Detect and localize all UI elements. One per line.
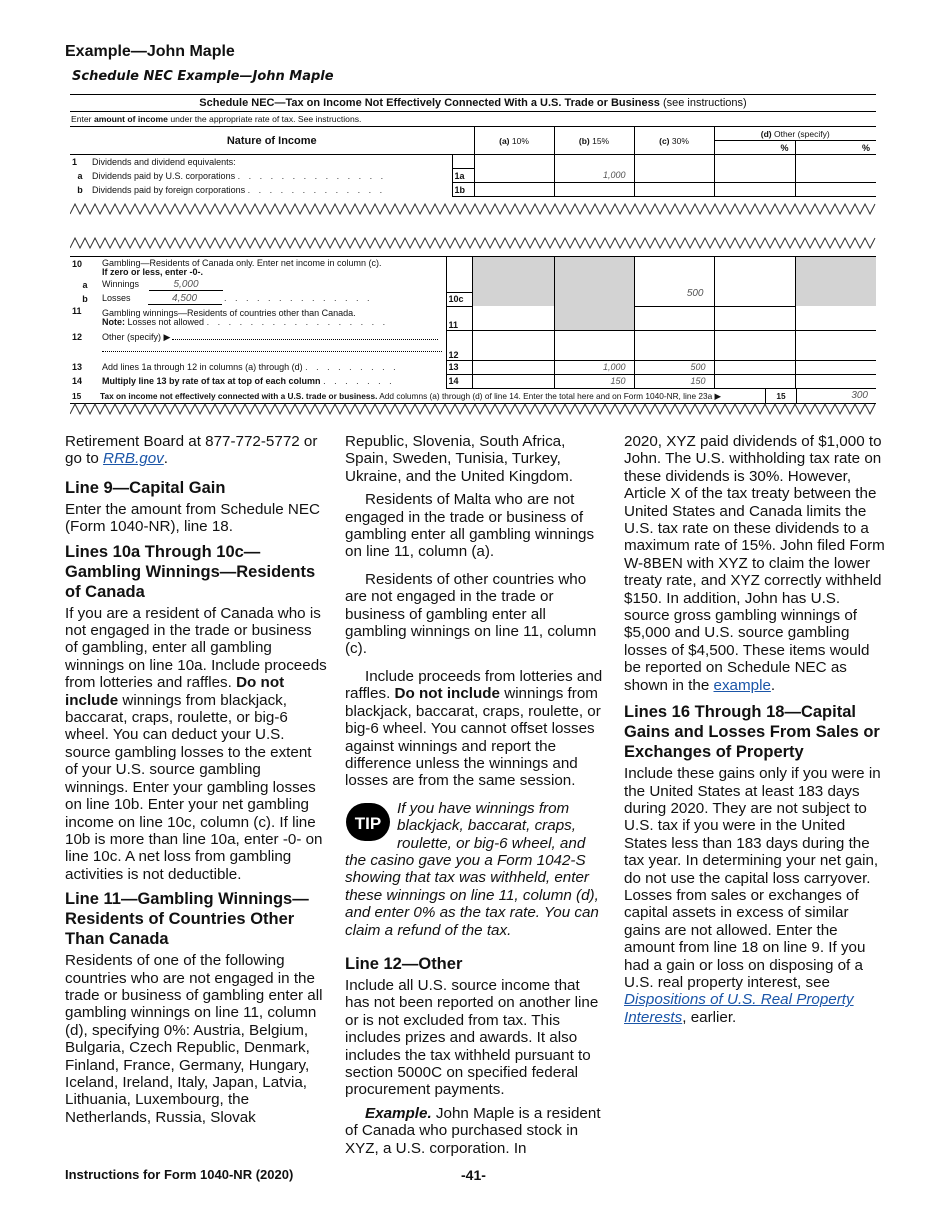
torn-edge-bottom bbox=[70, 402, 876, 416]
header-col-a bbox=[474, 127, 554, 155]
row-11-label: Gambling winnings—Residents of countries other than Canada. Note: Losses not allowed . . . . . . . . . . . . . . . . . bbox=[102, 308, 389, 327]
heading-line-11: Line 11—Gambling Winnings—Residents of Countries Other Than Canada bbox=[65, 890, 309, 949]
row-13-col-c: 500 bbox=[634, 360, 714, 374]
row-12-label-text: Other (specify) ▶ bbox=[102, 332, 171, 342]
row-1a-label-text: Dividends paid by U.S. corporations bbox=[92, 170, 236, 181]
tip-text: If you have winnings from blackjack, baccarat, craps, roulette, or big-6 wheel, and the casino gave you a Form 1042-S showing that tax was withheld, enter these winnings on line 11, column (d), and enter 0% as the tax rate. You can claim a refund of the tax. bbox=[345, 799, 599, 939]
header-col-d bbox=[714, 127, 876, 141]
col2-para-include: Include proceeds from lotteries and raffles. Do not include winnings from blackjack, baccarat, craps, roulette, or big-6 wheel. You cannot offset losses against winnings and report the difference unless the winnings and losses are from the same session. bbox=[345, 667, 603, 790]
row-14-label-text: Multiply line 13 by rate of tax at top of each column bbox=[102, 376, 321, 386]
row-12-num: 12 bbox=[72, 332, 83, 342]
row-11-num: 11 bbox=[72, 306, 82, 316]
row-11-note: Losses not allowed bbox=[125, 317, 205, 327]
col1-para-line10: If you are a resident of Canada who is not engaged in the trade or business of gambling, enter all gambling winnings on line 10a. Include proceeds from lotteries and raffles. Do not include winnings from blackjack, baccarat, craps, roulette, or big-6 wheel. You can deduct your U.S. source gambling losses to the extent of your U.S. source gambling winnings. Enter your gambling losses on line 10b. Enter your net gambling income on line 10c, column (c). If line 10b is more than line 10a, enter -0- on line 10c. A net loss from gambling activities is not deductible. bbox=[65, 604, 327, 883]
row-13-col-b: 1,000 bbox=[554, 360, 634, 374]
row-11-label-text: Gambling winnings—Residents of countries other than Canada. bbox=[102, 308, 356, 318]
example-subtitle: Schedule NEC Example—John Maple bbox=[72, 69, 334, 84]
header-col-b bbox=[554, 127, 634, 155]
row-11-note-bold: Note: bbox=[102, 317, 125, 327]
row-10-label-text: Gambling—Residents of Canada only. Enter net income in column (c). bbox=[102, 258, 382, 268]
text-column-2 bbox=[345, 433, 607, 1157]
col-c-bold: (c) bbox=[659, 135, 670, 146]
col3-para-2: Include these gains only if you were in the United States at least 183 days during 2020. They are not subject to U.S. tax if you were in the United States less than 183 days during the tax year. In determining your net gain, do not use the capital loss carryover. Losses from sales or exchanges of capital assets in excess of similar gains are not allowed. Enter the amount from line 18 on line 9. If you had a gain or loss on disposing of a U.S. real property interest, see Dispositions of U.S. Real Property Interests, earlier. bbox=[624, 765, 881, 1026]
row-14-col-b: 150 bbox=[554, 374, 634, 388]
col2-para-1: Republic, Slovenia, South Africa, Spain, Sweden, Tunisia, Turkey, Ukraine, and the United Kingdom. bbox=[345, 433, 573, 485]
row-13-label: Add lines 1a through 12 in columns (a) through (d) . . . . . . . . . bbox=[102, 362, 399, 372]
torn-edge-middle bbox=[70, 236, 876, 250]
enter-note-pre: Enter bbox=[71, 114, 94, 124]
tip-block bbox=[345, 800, 607, 939]
text-column-1 bbox=[65, 433, 327, 1126]
col1-para-rrb bbox=[65, 433, 327, 468]
col-c-rate: 30% bbox=[669, 135, 689, 146]
row-10-label bbox=[100, 257, 446, 279]
col-a-rate: 10% bbox=[509, 135, 529, 146]
row-1a-col-b: 1,000 bbox=[554, 169, 634, 183]
row-15-box: 15 bbox=[765, 389, 797, 403]
heading-line-12: Line 12—Other bbox=[345, 954, 463, 973]
col-b-rate: 15% bbox=[589, 135, 610, 146]
row-13-num: 13 bbox=[72, 362, 83, 372]
col3-para-1: 2020, XYZ paid dividends of $1,000 to John. The U.S. withholding tax rate on these dividends is 30%. However, Article X of the tax treaty between the United States and Canada limits the U.S. tax rate on these dividends to a maximum rate of 15%. John filed Form W-8BEN with XYZ to claim the lower treaty rate, and XYZ correctly withheld $150. In addition, John has U.S. source gross gambling winnings of $5,000 and U.S. source gambling losses of $4,500. These items would be reported on Schedule NEC as shown in the example. bbox=[624, 433, 885, 694]
row-1-label: Dividends and dividend equivalents: bbox=[92, 156, 236, 167]
row-10a-label-text: Winnings bbox=[102, 279, 140, 290]
col2-para-other: Residents of other countries who are not engaged in the trade or business of gambling enter all gambling winnings on line 11, column (c). bbox=[345, 570, 597, 658]
row-10c-col-c: 500 bbox=[686, 287, 704, 299]
row-10-label-bold: If zero or less, enter -0-. bbox=[102, 267, 204, 277]
row-12-box: 12 bbox=[446, 330, 472, 360]
row-11-box: 11 bbox=[446, 306, 472, 330]
footer-form-name: Instructions for Form 1040-NR (2020) bbox=[65, 1167, 294, 1182]
row-15-label-bold: Tax on income not effectively connected with a U.S. trade or business. bbox=[100, 390, 378, 401]
row-15-label-text: Add columns (a) through (d) of line 14. Enter the total here and on Form 1040-NR, line 23a ▶ bbox=[377, 390, 721, 401]
row-10b-label-text: Losses bbox=[102, 293, 131, 303]
form-title bbox=[70, 95, 876, 112]
enter-note bbox=[70, 112, 876, 127]
header-nature: Nature of Income bbox=[70, 127, 474, 155]
tip-icon bbox=[345, 802, 391, 842]
row-14-label: Multiply line 13 by rate of tax at top of each column . . . . . . . bbox=[102, 376, 395, 386]
row-1a-box: 1a bbox=[452, 169, 474, 183]
schedule-nec-form bbox=[70, 94, 876, 197]
col-d-pct-1: % bbox=[714, 141, 795, 155]
col1-para-line9: Enter the amount from Schedule NEC (Form 1040-NR), line 18. bbox=[65, 500, 320, 536]
row-12-label bbox=[100, 330, 446, 360]
form-title-note: (see instructions) bbox=[662, 97, 747, 109]
schedule-nec-form-bottom bbox=[70, 256, 876, 404]
heading-line-9: Line 9—Capital Gain bbox=[65, 478, 226, 497]
example-link[interactable]: example bbox=[713, 676, 771, 694]
text-column-3 bbox=[624, 433, 886, 1026]
row-10a-winnings-value: 5,000 bbox=[149, 279, 223, 291]
form-title-text: Schedule NEC—Tax on Income Not Effectively Connected With a U.S. Trade or Business bbox=[199, 97, 660, 109]
row-1b-box: 1b bbox=[452, 183, 474, 197]
row-10c-col-c-cell bbox=[634, 257, 714, 307]
nec-table-top bbox=[70, 127, 876, 197]
row-1-num: 1 bbox=[72, 156, 78, 167]
col2-para-line12: Include all U.S. source income that has not been reported on another line or is not excluded from tax. This includes prizes and awards. It also includes the tax withheld pursuant to section 5000C on specified federal procurement payments. bbox=[345, 976, 599, 1099]
row-15-value: 300 bbox=[851, 390, 868, 401]
row-10-num: 10 bbox=[72, 259, 83, 269]
row-14-num: 14 bbox=[72, 376, 83, 386]
col1-p1-post: . bbox=[163, 450, 169, 468]
enter-note-post: under the appropriate rate of tax. See instructions. bbox=[167, 114, 362, 124]
col-d-pct-2: % bbox=[795, 141, 876, 155]
row-10c-box: 10c bbox=[446, 292, 472, 306]
row-1b-label: Dividends paid by foreign corporations . . . . . . . . . . . . . bbox=[92, 184, 386, 195]
tip-icon-label: TIP bbox=[354, 813, 382, 833]
row-1a-num: a bbox=[77, 170, 83, 181]
heading-lines-10: Lines 10a Through 10c—Gambling Winnings—Residents of Canada bbox=[65, 542, 316, 601]
page-number: -41- bbox=[461, 1167, 486, 1183]
row-10a-label bbox=[100, 279, 446, 293]
row-13-label-text: Add lines 1a through 12 in columns (a) through (d) bbox=[102, 362, 303, 372]
dispositions-link[interactable]: Dispositions of U.S. Real Property Interests bbox=[624, 991, 854, 1026]
row-14-col-c: 150 bbox=[634, 374, 714, 388]
rrb-link[interactable]: RRB.gov bbox=[103, 450, 164, 468]
col-d-label: Other (specify) bbox=[771, 128, 830, 139]
row-14-box: 14 bbox=[446, 374, 472, 388]
header-col-c bbox=[634, 127, 714, 155]
col-b-bold: (b) bbox=[578, 135, 590, 146]
nec-table-bottom bbox=[70, 256, 876, 389]
row-10b-losses-value: 4,500 bbox=[148, 293, 222, 305]
heading-lines-16: Lines 16 Through 18—Capital Gains and Losses From Sales or Exchanges of Property bbox=[624, 703, 880, 762]
row-15-label bbox=[100, 391, 765, 401]
row-10a-num: a bbox=[82, 280, 88, 291]
row-15-num: 15 bbox=[72, 390, 82, 401]
row-1b-num: b bbox=[77, 184, 83, 195]
row-10b-num: b bbox=[82, 294, 88, 304]
row-1a-label: Dividends paid by U.S. corporations . . . . . . . . . . . . . . bbox=[92, 170, 387, 181]
row-1b-label-text: Dividends paid by foreign corporations bbox=[92, 184, 246, 195]
col-d-bold: (d) bbox=[760, 128, 772, 139]
row-10b-label: Losses 4,500 . . . . . . . . . . . . . . bbox=[102, 293, 373, 304]
col2-para-example: Example. John Maple is a resident of Canada who purchased stock in XYZ, a U.S. corporation. In bbox=[345, 1104, 601, 1157]
enter-note-bold: amount of income bbox=[93, 114, 168, 124]
col1-p1-text: Retirement Board at 877-772-5772 or go to bbox=[65, 433, 318, 468]
row-13-box: 13 bbox=[446, 360, 472, 374]
col-a-bold: (a) bbox=[499, 135, 510, 146]
example-title: Example—John Maple bbox=[65, 43, 235, 60]
col1-para-line11: Residents of one of the following countries who are not engaged in the trade or business of gambling enter all gambling winnings on line 11, column (d), specifying 0%: Austria, Belgium, Bulgaria, Czech Republic, Denmark, Finland, France, Germany, Hungary, Iceland, Ireland, Italy, Japan, Latvia, Lithuania, Luxembourg, the Netherlands, Russia, Slovak bbox=[65, 952, 323, 1126]
torn-edge-top bbox=[70, 202, 876, 216]
col2-para-malta: Residents of Malta who are not engaged in the trade or business of gambling enter all gambling winnings on line 11, column (a). bbox=[345, 491, 595, 561]
